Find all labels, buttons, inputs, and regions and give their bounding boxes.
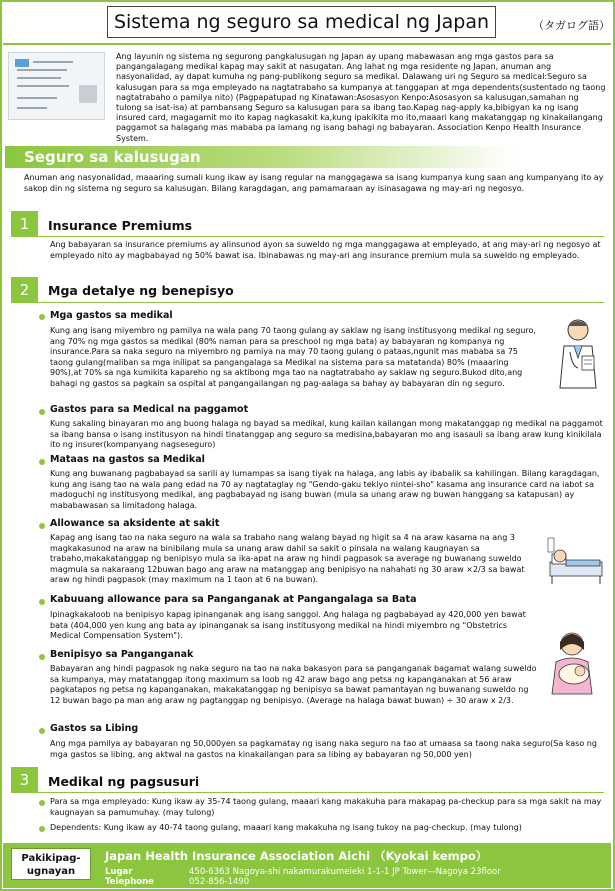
page-title: Sistema ng seguro sa medical ng Japan bbox=[107, 6, 496, 38]
checkup-heading: Medikal ng pagsusuri bbox=[48, 774, 200, 789]
checkup-item: Dependents: Kung ikaw ay 40-74 taong gulang, maaari kang makakuha ng isang tukoy na pag-checkup. (may tulong) bbox=[50, 823, 522, 832]
section-title: Seguro sa kalusugan bbox=[24, 148, 201, 166]
mother-baby-illustration bbox=[542, 628, 606, 696]
divider bbox=[38, 236, 604, 237]
contact-address bbox=[105, 867, 501, 877]
bullet-icon bbox=[39, 800, 45, 806]
insurance-premiums-heading: Insurance Premiums bbox=[48, 218, 193, 233]
bullet-icon bbox=[39, 409, 45, 415]
contact-organization: Japan Health Insurance Association Aichi （Kyokai kempo） bbox=[105, 849, 488, 863]
patient-bed-illustration bbox=[544, 536, 606, 586]
address-label: Lugar bbox=[105, 867, 133, 877]
benefit-title: Kabuuang allowance para sa Panganganak at Pangangalaga sa Bata bbox=[50, 594, 417, 605]
number-badge-1: 1 bbox=[11, 211, 38, 237]
phone-value: 052-856-1490 bbox=[189, 877, 250, 887]
bullet-icon bbox=[39, 459, 45, 465]
benefit-title: Allowance sa aksidente at sakit bbox=[50, 518, 220, 529]
bullet-icon bbox=[39, 826, 45, 832]
phone-label: Telephone bbox=[105, 877, 154, 887]
contact-label: Pakikipag-ugnayan bbox=[11, 848, 91, 880]
benefit-text: Kung sakaling binayaran mo ang buong halaga ng bayad sa medikal, kung kailan kailangan mong makatanggap ng medikal na paggamot sa ibang bansa o isang institusyon na hindi tinatanggap ang seguro sa medisina,babayaran mo ang isasauli sa ibang araw kung kinikilala ito ng insurer(kompanyang nagseseguro) bbox=[50, 419, 603, 449]
bullet-icon bbox=[39, 599, 45, 605]
intro-text: Ang layunin ng sistema ng segurong pangkalusugan ng Japan ay upang mabawasan ang mga gastos para sa pangangalagang medikal kapag may sakit at nasugatan. Ang lahat ng mga residente ng Japan, anuman ang nasyonalidad, ay dapat kumuha ng pang-publikong seguro sa medikal. Dalawang uri ng Seguro sa medical:Seguro sa kalusugan para sa mga empleyado na nagtatrabaho sa kumpanya at tanggapan at mga dependents(sustentado ng taong nagtatrabaho o pamilya nito) (Pagpapatupad ng Kinatawan:Asosasyon Kenpo:Asosasyon sa kalusugan,samahan ng tulong sa isat-isa) at pambansang Seguro sa kalusugan para sa ibang tao.Kapag nag-apply ka,bibigyan ka ng isang insured card, magagamit mo ito kapag nagkasakit ka,kung ipakikita mo ito,maaari kang makatanggap ng kinakailangang paggamot sa halagang mas mababa pa lamang ng isang bahagi ng babayaran. Association Kenpo Health Insurance System. bbox=[116, 52, 606, 143]
language-label: （タガログ語） bbox=[533, 19, 610, 32]
address-value: 450-6363 Nagoya-shi nakamurakumeieki 1-1-1 JP Tower―Nagoya 23floor bbox=[189, 867, 501, 877]
benefit-title: Mga gastos sa medikal bbox=[50, 310, 173, 321]
bullet-icon bbox=[39, 314, 45, 320]
benefit-title: Mataas na gastos sa Medikal bbox=[50, 454, 205, 465]
benefit-text: Kapag ang isang tao na naka seguro na wala sa trabaho nang walang bayad ng higit sa 4 na araw kasama na ang 3 magkakasunod na araw na binibilang mula sa unang araw dahil sa sakit o pinsala na walang kaugnayan sa trabaho,makakatanggap ng benipisyo mula sa ika-apat na araw ng hindi pagpasok sa average ng buwanang suweldo magmula sa nakaraang 12buwan bago ang araw na matanggap ang benipisyo na nahahati ng 30 araw ×2/3 sa bawat araw ng hindi pagpasok (may maximum na 1 taon at 6 na buwan). bbox=[50, 533, 525, 584]
benefit-title: Gastos sa Libing bbox=[50, 723, 139, 734]
number-badge-2: 2 bbox=[11, 277, 38, 303]
benefit-text: Ang mga pamilya ay babayaran ng 50,000yen sa pagkamatay ng isang naka seguro na tao at umaasa sa taong naka seguro(Sa kaso ng mga gastos sa libing, ang aktwal na gastos na kinakailangan para sa libing ay babayaran ng 50,000 yen) bbox=[50, 739, 597, 759]
insurance-card-image bbox=[8, 52, 105, 120]
bullet-icon bbox=[39, 728, 45, 734]
checkup-item: Para sa mga empleyado: Kung ikaw ay 35-74 taong gulang, maaari kang makakuha para makapag pa-checkup para sa mga sakit na may kaugnayan sa pamumuhay. (may tulong) bbox=[50, 797, 602, 817]
divider bbox=[38, 302, 604, 303]
number-badge-3: 3 bbox=[11, 767, 38, 793]
doctor-illustration bbox=[552, 316, 604, 390]
contact-phone bbox=[105, 877, 249, 887]
benefit-text: Ipinagkakaloob na benipisyo kapag ipinanganak ang isang sanggol. Ang halaga ng pagbabayad ay 420,000 yen bawat bata (404,000 yen kung ang bata ay ipinanganak sa isang institusyong medikal na hindi miyembro ng "Obstetrics Medical Compensation System"). bbox=[50, 610, 526, 640]
insurance-premiums-text: Ang babayaran sa insurance premiums ay alinsunod ayon sa suweldo ng mga manggagawa at empleyado, at ang may-ari ng negosyo at empleyado nito ay magbabayad ng 50% bawat isa. Ibinabawas ng may-ari ang insurance premium mula sa suweldo ng empleyado. bbox=[50, 240, 601, 260]
benefit-text: Babayaran ang hindi pagpasok ng naka seguro na tao na naka bakasyon para sa panganganak bagamat walang suweldo sa kumpanya, may matatanggap itong maximum sa loob ng 42 araw bago ang petsa ng kapanganakan at 56 araw pagkatapos ng petsa ng kapanganakan, makakatanggap ng benipisyo sa bawat pamantayan ng buwanang suweldo ng 12 buwan bago pa man ang araw ng pagtanggap ng benipisyo. (Average na halaga bawat buwan) ÷ 30 araw x 2/3. bbox=[50, 664, 537, 705]
section-description: Anuman ang nasyonalidad, maaaring sumali kung ikaw ay isang regular na manggagawa sa isang kumpanya kung saan ang kumpanyang ito ay sakop din ng sistema ng seguro sa kalusugan. Bilang karagdagan, ang pamamaraan ay isinasagawa ng may-ari ng negosyo. bbox=[24, 173, 604, 193]
benefit-text: Kung ang buwanang pagbabayad sa sarili ay lumampas sa isang tiyak na halaga, ang labis ay ibabalik sa kahilingan. Bilang karagdagan, kung ang isang tao na wala pang edad na 70 ay nagtataglay ng "Gendo-gaku tekiyo nintei-sho" kasama ang insurance card na iabot sa madoguchi ng institusyong medikal, ang pagbabayad ng isang buwan (mula sa unang araw ng buwan hanggang sa katapusan) ay mababawasan sa limitadong halaga. bbox=[50, 469, 600, 510]
benefits-heading: Mga detalye ng benepisyo bbox=[48, 283, 234, 298]
bullet-icon bbox=[39, 654, 45, 660]
benefit-text: Kung ang isang miyembro ng pamilya na wala pang 70 taong gulang ay saklaw ng isang institusyong medikal ng seguro, ang 70% ng mga gastos sa medikal (80% naman para sa preschool ng mga bata) ay babayaran ng kompanya ng insurance.Para sa naka seguro na miyembro ng pamiya na may 70 taong gulang o pataas,ngunit mas mababa sa 75 taong gulang(maliban sa mga inilipat sa pangangalaga sa Medikal na sistema para sa matatanda) 80% (maaaring 90%),at 70% sa nga kumikita kapareho ng sa aktibong mga tao na nagtatrabaho ay saklaw ng seguro.Bukod dito,ang bahagi ng gastos sa pagkain sa ospital at pangangailangan ng pag-aalaga sa bahay ay babayaran din ng seguro. bbox=[50, 326, 536, 388]
benefit-title: Benipisyo sa Panganganak bbox=[50, 649, 194, 660]
divider bbox=[38, 792, 604, 793]
bullet-icon bbox=[39, 523, 45, 529]
benefit-title: Gastos para sa Medical na paggamot bbox=[50, 404, 249, 415]
